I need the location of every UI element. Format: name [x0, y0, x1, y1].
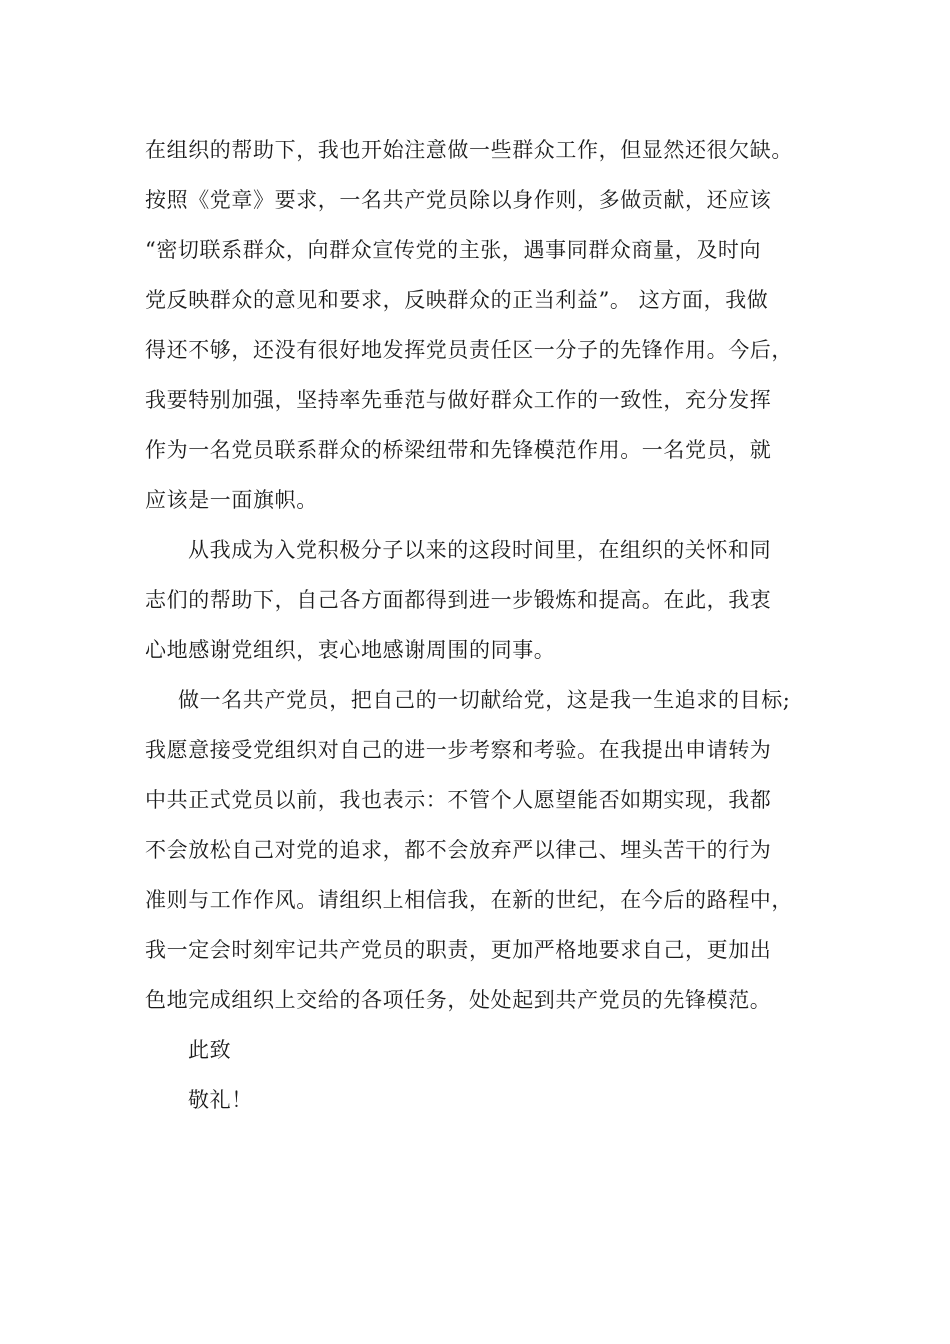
- text-line-7: 作为一名党员联系群众的桥梁纽带和先锋模范作用。一名党员，就: [145, 438, 772, 462]
- text-line-5: 得还不够，还没有很好地发挥党员责任区一分子的先锋作用。今后，: [145, 338, 793, 362]
- text-line-15: 不会放松自己对党的追求，都不会放弃严以律己、埋头苦干的行为: [145, 838, 772, 862]
- text-line-10: 志们的帮助下，自己各方面都得到进一步锻炼和提高。在此，我衷: [145, 588, 772, 612]
- text-line-8: 应该是一面旗帜。: [145, 488, 318, 512]
- text-line-12: 做一名共产党员，把自己的一切献给党，这是我一生追求的目标;: [178, 688, 791, 712]
- text-line-3: “密切联系群众，向群众宣传党的主张，遇事同群众商量，及时向: [145, 238, 762, 262]
- text-line-2: 按照《党章》要求，一名共产党员除以身作则，多做贡献，还应该: [145, 188, 772, 212]
- text-line-6: 我要特别加强，坚持率先垂范与做好群众工作的一致性，充分发挥: [145, 388, 772, 412]
- text-line-14: 中共正式党员以前，我也表示：不管个人愿望能否如期实现，我都: [145, 788, 772, 812]
- text-line-16: 准则与工作作风。请组织上相信我，在新的世纪，在今后的路程中，: [145, 888, 793, 912]
- text-line-4: 党反映群众的意见和要求，反映群众的正当利益”。 这方面，我做: [145, 288, 769, 312]
- closing-regards: 敬礼！: [188, 1088, 253, 1112]
- text-line-17: 我一定会时刻牢记共产党员的职责，更加严格地要求自己，更加出: [145, 938, 772, 962]
- text-line-9: 从我成为入党积极分子以来的这段时间里，在组织的关怀和同: [188, 538, 772, 562]
- closing-salutation: 此致: [188, 1038, 232, 1062]
- text-line-13: 我愿意接受党组织对自己的进一步考察和考验。在我提出申请转为: [145, 738, 772, 762]
- text-line-11: 心地感谢党组织，衷心地感谢周围的同事。: [145, 638, 556, 662]
- text-line-1: 在组织的帮助下，我也开始注意做一些群众工作，但显然还很欠缺。: [145, 138, 793, 162]
- text-line-18: 色地完成组织上交给的各项任务，处处起到共产党员的先锋模范。: [145, 988, 772, 1012]
